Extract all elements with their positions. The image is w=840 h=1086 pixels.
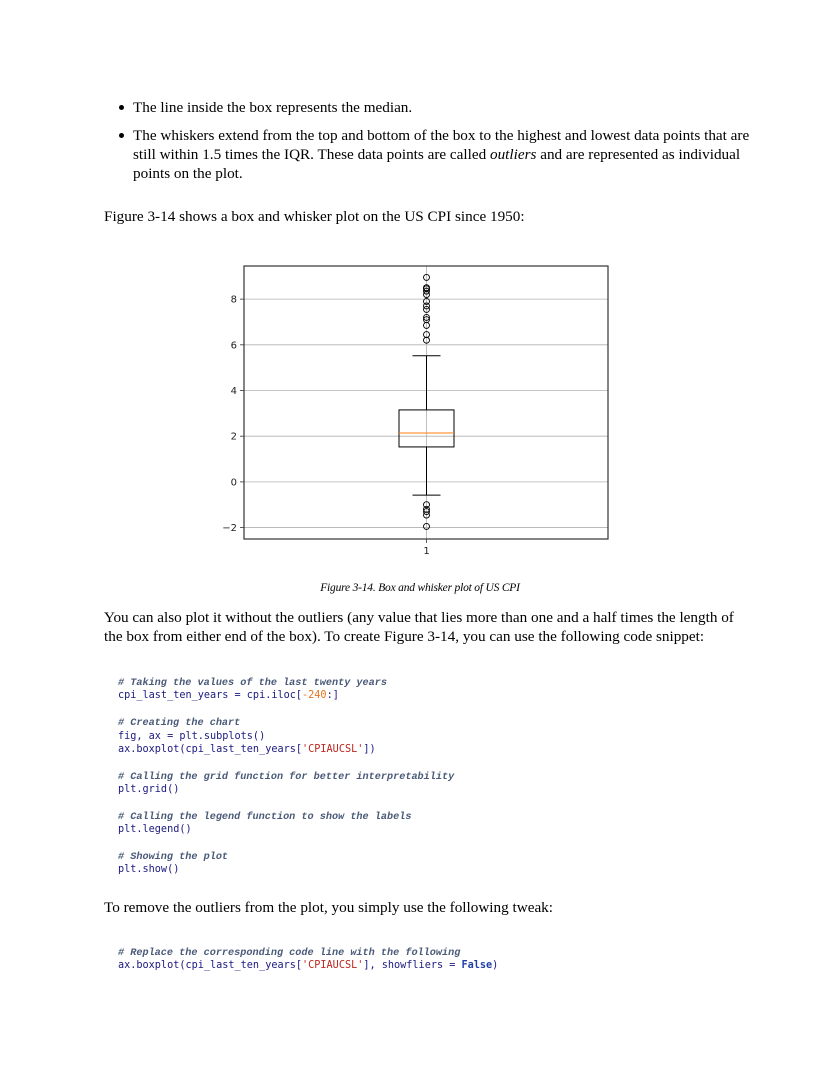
code-block-boxplot <box>118 676 454 877</box>
bullet-text: The line inside the box represents the median. <box>133 99 413 116</box>
y-tick-label: −2 <box>222 523 237 535</box>
figure-caption: Figure 3-14. Box and whisker plot of US CPI <box>320 582 520 594</box>
intro-paragraph: Figure 3-14 shows a box and whisker plot on the US CPI since 1950: <box>104 208 525 225</box>
code-line: plt.show() <box>118 864 180 876</box>
code-blank-line <box>118 837 454 850</box>
bullet-item-median <box>117 98 757 117</box>
code-blank-line <box>118 797 454 810</box>
bullet-item-whiskers <box>117 126 757 183</box>
x-axis-ticks <box>423 539 429 557</box>
emphasis-outliers: outliers <box>489 146 537 163</box>
code-blank-line <box>118 703 454 716</box>
bullet-text-before: The whiskers extend from the top and bottom of the box to the highest and lowest data points that are still within 1.5 times the IQR. These data points are called <box>133 127 750 163</box>
y-axis-ticks <box>222 295 244 534</box>
code-line: ax.boxplot(cpi_last_ten_years['CPIAUCSL']) <box>118 743 376 755</box>
code-comment: # Showing the plot <box>118 852 229 864</box>
code-blank-line <box>118 756 454 769</box>
y-tick-label: 4 <box>230 386 237 398</box>
y-tick-label: 2 <box>230 431 237 443</box>
code-block-showfliers <box>118 946 498 973</box>
box-plot-figure <box>210 258 620 563</box>
code-line: plt.legend() <box>118 824 192 836</box>
code-line: cpi_last_ten_years = cpi.iloc[-240:] <box>118 690 339 702</box>
code-comment: # Replace the corresponding code line with the following <box>118 948 461 959</box>
code-comment: # Creating the chart <box>118 718 241 730</box>
y-tick-label: 0 <box>230 477 237 489</box>
x-tick-label: 1 <box>423 546 430 557</box>
y-tick-label: 6 <box>230 340 237 352</box>
y-tick-label: 8 <box>230 294 237 306</box>
bullet-icon <box>119 133 124 138</box>
bullet-list <box>117 98 757 192</box>
code-comment: # Calling the legend function to show the labels <box>118 811 412 823</box>
code-line: fig, ax = plt.subplots() <box>118 730 266 742</box>
bullet-icon <box>119 105 124 110</box>
code-comment: # Taking the values of the last twenty years <box>118 678 387 689</box>
body-paragraph: You can also plot it without the outliers (any value that lies more than one and a half times the length of the box from either end of the box). To create Figure 3-14, you can use the following code snippet: <box>104 609 734 645</box>
bullet-text-after: and are represented as individual points on the plot. <box>133 146 741 182</box>
code-line: plt.grid() <box>118 784 180 796</box>
body-paragraph-tweak: To remove the outliers from the plot, you simply use the following tweak: <box>104 899 553 916</box>
code-comment: # Calling the grid function for better interpretability <box>118 771 455 783</box>
code-line: ax.boxplot(cpi_last_ten_years['CPIAUCSL'], showfliers = False) <box>118 960 499 972</box>
